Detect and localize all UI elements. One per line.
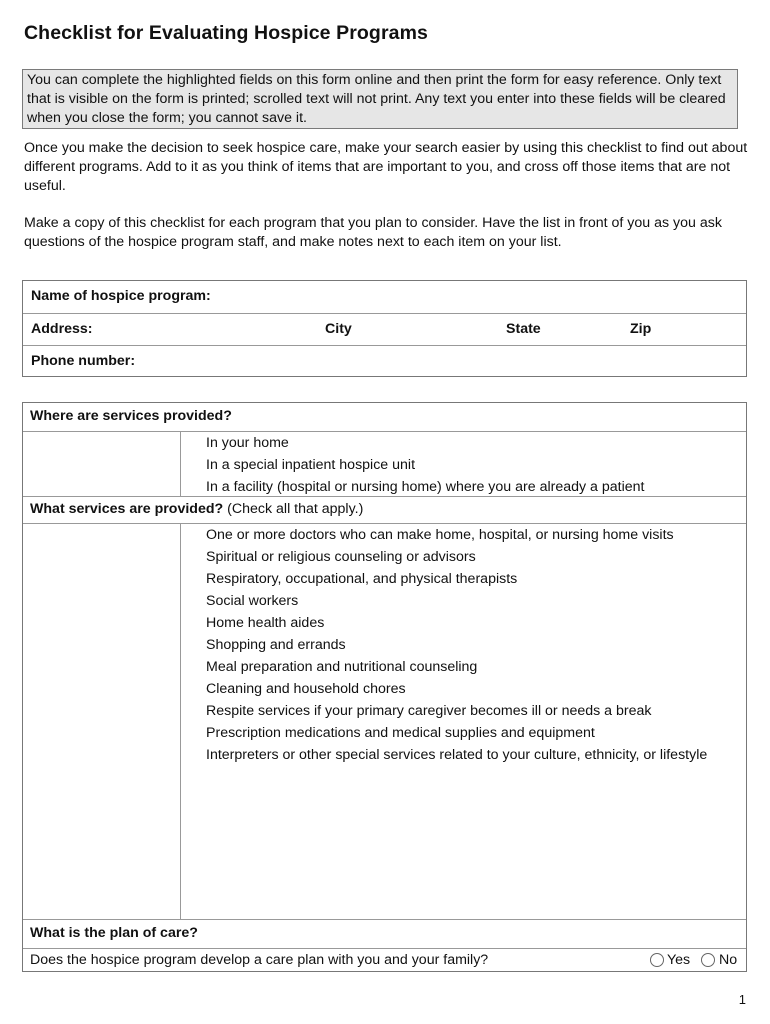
page-number: 1 (738, 992, 746, 1007)
yes-radio[interactable] (650, 953, 664, 967)
what-options (206, 524, 726, 765)
list-item[interactable]: Respiratory, occupational, and physical therapists (206, 571, 518, 587)
address-label: Address: (31, 321, 93, 337)
list-item[interactable]: In a special inpatient hospice unit (206, 457, 416, 473)
list-item[interactable]: Prescription medications and medical supplies and equipment (206, 725, 595, 741)
list-item[interactable]: Respite services if your primary caregiver becomes ill or needs a break (206, 703, 652, 719)
phone-label: Phone number: (31, 353, 136, 369)
list-item[interactable]: Social workers (206, 593, 299, 609)
program-info-table (22, 280, 747, 377)
phone-row[interactable] (23, 345, 746, 377)
page-title: Checklist for Evaluating Hospice Programs (24, 22, 428, 44)
list-item[interactable]: Cleaning and household chores (206, 681, 406, 697)
plan-heading (23, 919, 746, 948)
yes-label: Yes (667, 952, 691, 968)
no-radio[interactable] (701, 953, 715, 967)
what-heading (23, 496, 746, 524)
list-item[interactable]: Shopping and errands (206, 637, 346, 653)
list-item[interactable]: Spiritual or religious counseling or advisors (206, 549, 476, 565)
name-label: Name of hospice program: (31, 288, 211, 304)
where-options (206, 432, 644, 498)
zip-label: Zip (630, 321, 652, 337)
state-label: State (506, 321, 541, 337)
instructions-paragraph: Make a copy of this checklist for each program that you plan to consider. Have the list in front of you as you ask questions of the hospice program staff, and make notes next to each item on your list. (24, 215, 722, 250)
list-item[interactable]: Interpreters or other special services related to your culture, ethnicity, or lifestyle (206, 747, 708, 763)
list-item[interactable]: In a facility (hospital or nursing home) where you are already a patient (206, 479, 645, 495)
list-item[interactable]: Home health aides (206, 615, 325, 631)
list-item[interactable]: In your home (206, 435, 289, 451)
what-heading-text: What services are provided? (30, 501, 224, 517)
services-table (22, 402, 747, 972)
list-item[interactable]: Meal preparation and nutritional counseling (206, 659, 478, 675)
plan-question-row (23, 948, 746, 973)
what-divider (180, 524, 181, 919)
where-heading-text: Where are services provided? (30, 408, 232, 424)
what-heading-note: (Check all that apply.) (227, 501, 364, 517)
plan-question: Does the hospice program develop a care plan with you and your family? (30, 952, 489, 968)
name-row[interactable] (23, 281, 746, 313)
intro-paragraph: Once you make the decision to seek hospice care, make your search easier by using this checklist to find out about different programs. Add to it as you think of items that are important to you, and cross off those items that are not useful. (24, 140, 748, 194)
where-heading (23, 403, 746, 432)
no-label: No (719, 952, 738, 968)
form-notice: You can complete the highlighted fields on this form online and then print the form for easy reference. Only text that is visible on the form is printed; scrolled text will not print. Any text you enter into these fields will be cleared when you close the form; you cannot save it. (22, 69, 738, 129)
plan-heading-text: What is the plan of care? (30, 925, 198, 941)
city-label: City (325, 321, 352, 337)
list-item[interactable]: One or more doctors who can make home, hospital, or nursing home visits (206, 527, 674, 543)
where-divider (180, 432, 181, 496)
address-row[interactable] (23, 313, 746, 346)
